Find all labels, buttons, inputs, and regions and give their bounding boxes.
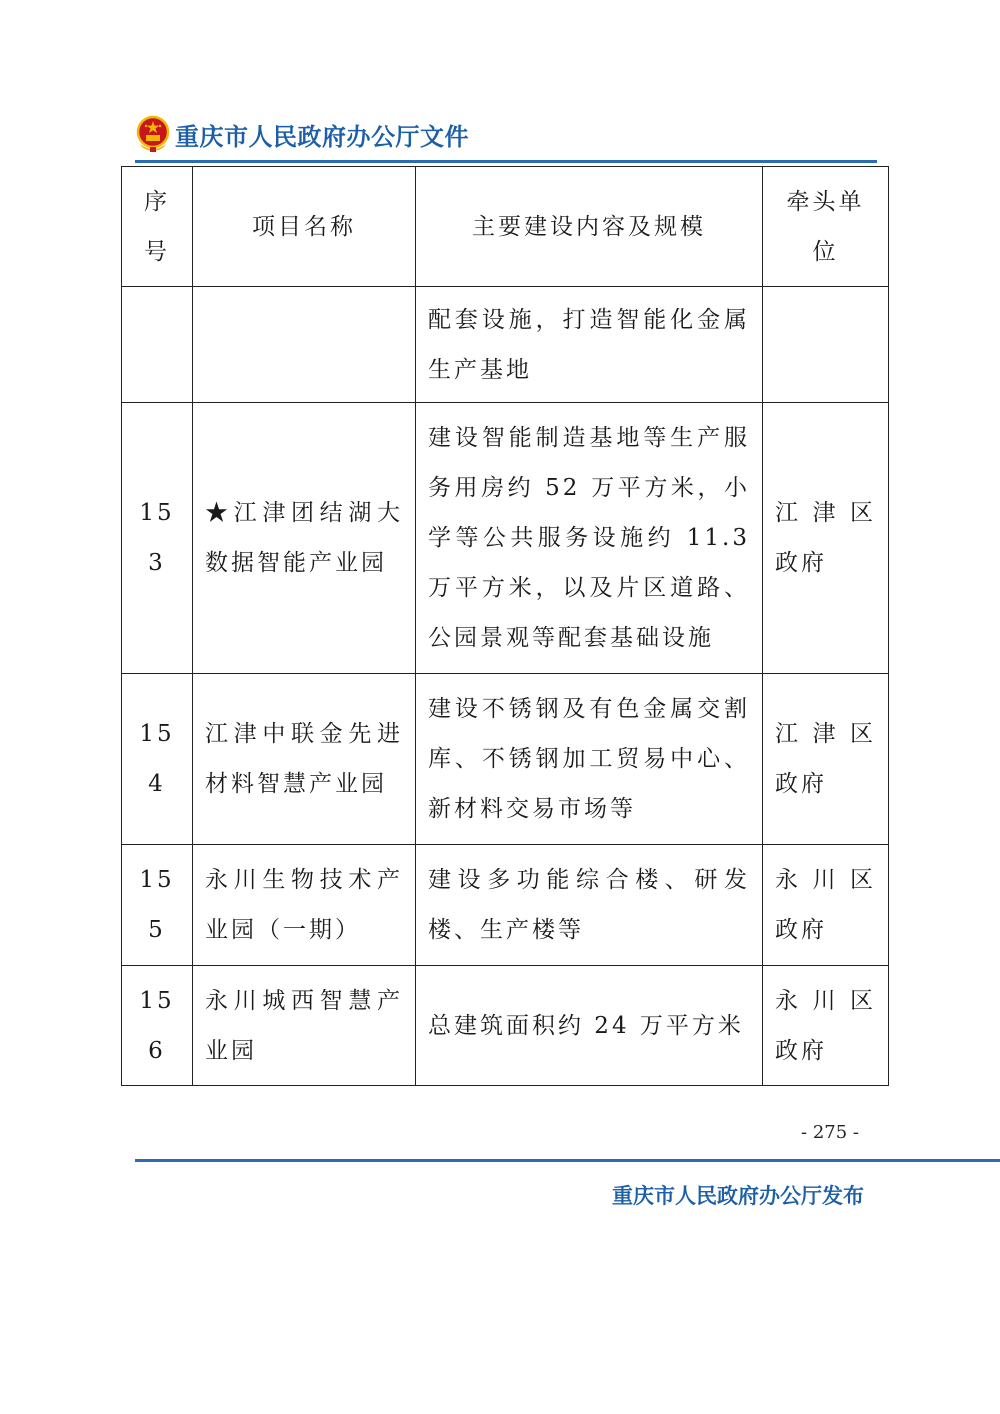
table-row <box>122 674 889 845</box>
row-content: 总建筑面积约 24 万平方米 <box>416 966 763 1086</box>
project-table <box>121 166 889 1086</box>
table-row <box>122 845 889 966</box>
row-name: ★江津团结湖大数据智能产业园 <box>193 403 416 674</box>
table-header-row <box>122 167 889 287</box>
header-unit: 牵头单位 <box>763 167 889 287</box>
row-no <box>122 287 193 403</box>
row-content: 建设多功能综合楼、研发楼、生产楼等 <box>416 845 763 966</box>
row-no: 153 <box>122 403 193 674</box>
footer-publisher: 重庆市人民政府办公厅发布 <box>612 1184 864 1208</box>
row-content: 建设智能制造基地等生产服务用房约 52 万平方米，小学等公共服务设施约 11.3 万平方米，以及片区道路、公园景观等配套基础设施 <box>416 403 763 674</box>
row-unit: 江津区政府 <box>763 403 889 674</box>
footer-divider <box>135 1159 1000 1162</box>
row-name: 永川城西智慧产业园 <box>193 966 416 1086</box>
document-title: 重庆市人民政府办公厅文件 <box>175 122 469 151</box>
row-unit: 永川区政府 <box>763 845 889 966</box>
row-name: 江津中联金先进材料智慧产业园 <box>193 674 416 845</box>
row-content: 配套设施，打造智能化金属生产基地 <box>416 287 763 403</box>
row-unit <box>763 287 889 403</box>
header-name: 项目名称 <box>193 167 416 287</box>
table-row <box>122 966 889 1086</box>
row-no: 156 <box>122 966 193 1086</box>
row-content: 建设不锈钢及有色金属交割库、不锈钢加工贸易中心、新材料交易市场等 <box>416 674 763 845</box>
page-number: - 275 - <box>801 1122 859 1143</box>
table-row <box>122 287 889 403</box>
row-no: 155 <box>122 845 193 966</box>
header-no: 序号 <box>122 167 193 287</box>
national-emblem-icon <box>135 114 171 154</box>
table-row <box>122 403 889 674</box>
header-content: 主要建设内容及规模 <box>416 167 763 287</box>
row-name <box>193 287 416 403</box>
header-divider <box>135 160 877 163</box>
document-header <box>135 112 469 156</box>
row-name: 永川生物技术产业园（一期） <box>193 845 416 966</box>
row-unit: 永川区政府 <box>763 966 889 1086</box>
row-unit: 江津区政府 <box>763 674 889 845</box>
row-no: 154 <box>122 674 193 845</box>
